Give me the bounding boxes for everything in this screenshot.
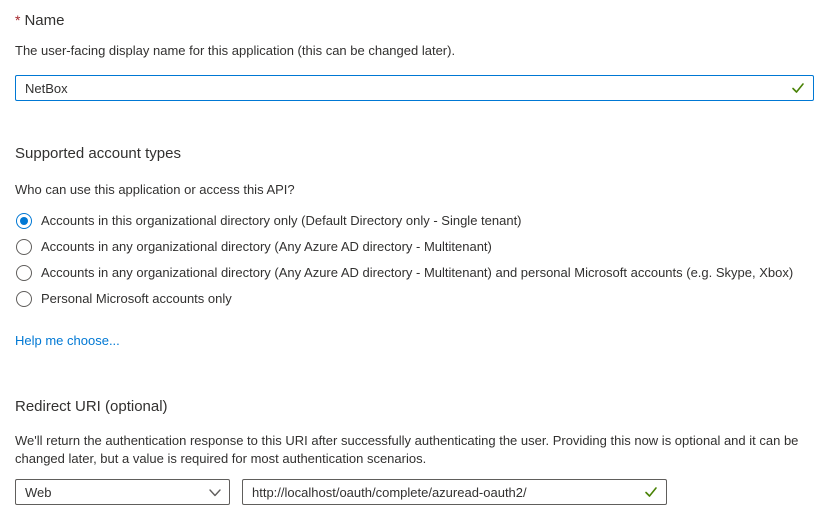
radio-option-single-tenant[interactable] [15, 208, 814, 234]
redirect-uri-section [15, 397, 814, 505]
required-asterisk: * [15, 12, 21, 28]
name-section [15, 10, 814, 101]
name-label-text: Name [24, 12, 65, 29]
radio-option-label: Accounts in any organizational directory (Any Azure AD directory - Multitenant) and personal Microsoft accounts (e.g. Skype, Xbox) [41, 265, 794, 280]
redirect-uri-row [15, 479, 814, 505]
chevron-down-icon [209, 489, 221, 497]
account-types-title: Supported account types [15, 145, 181, 162]
radio-option-label: Accounts in any organizational directory (Any Azure AD directory - Multitenant) [41, 239, 492, 254]
platform-select-value: Web [25, 484, 52, 500]
radio-unselected-icon[interactable] [16, 291, 32, 307]
radio-option-multitenant[interactable] [15, 234, 814, 260]
radio-selected-icon[interactable] [16, 213, 32, 229]
radio-option-multitenant-personal[interactable] [15, 260, 814, 286]
name-input[interactable] [15, 75, 814, 101]
radio-unselected-icon[interactable] [16, 239, 32, 255]
redirect-uri-input[interactable] [242, 479, 667, 505]
platform-select[interactable] [15, 479, 230, 505]
redirect-uri-description: We'll return the authentication response to this URI after successfully authenticating the user. Providing this now is optional and it can be changed later, but a value is required for most authentication scenarios. [15, 433, 799, 466]
name-description: The user-facing display name for this application (this can be changed later). [15, 43, 456, 58]
redirect-uri-title: Redirect URI (optional) [15, 398, 168, 415]
account-types-section [15, 144, 814, 350]
redirect-uri-input-wrap [242, 479, 667, 505]
help-me-choose-link[interactable]: Help me choose... [15, 333, 120, 348]
name-input-wrap [15, 75, 814, 101]
radio-option-personal-only[interactable] [15, 286, 814, 312]
name-label [15, 10, 814, 31]
radio-option-label: Accounts in this organizational directory only (Default Directory only - Single tenant) [41, 213, 522, 228]
radio-option-label: Personal Microsoft accounts only [41, 291, 232, 306]
account-types-question: Who can use this application or access this API? [15, 182, 295, 197]
account-types-radio-group [15, 208, 814, 312]
radio-unselected-icon[interactable] [16, 265, 32, 281]
